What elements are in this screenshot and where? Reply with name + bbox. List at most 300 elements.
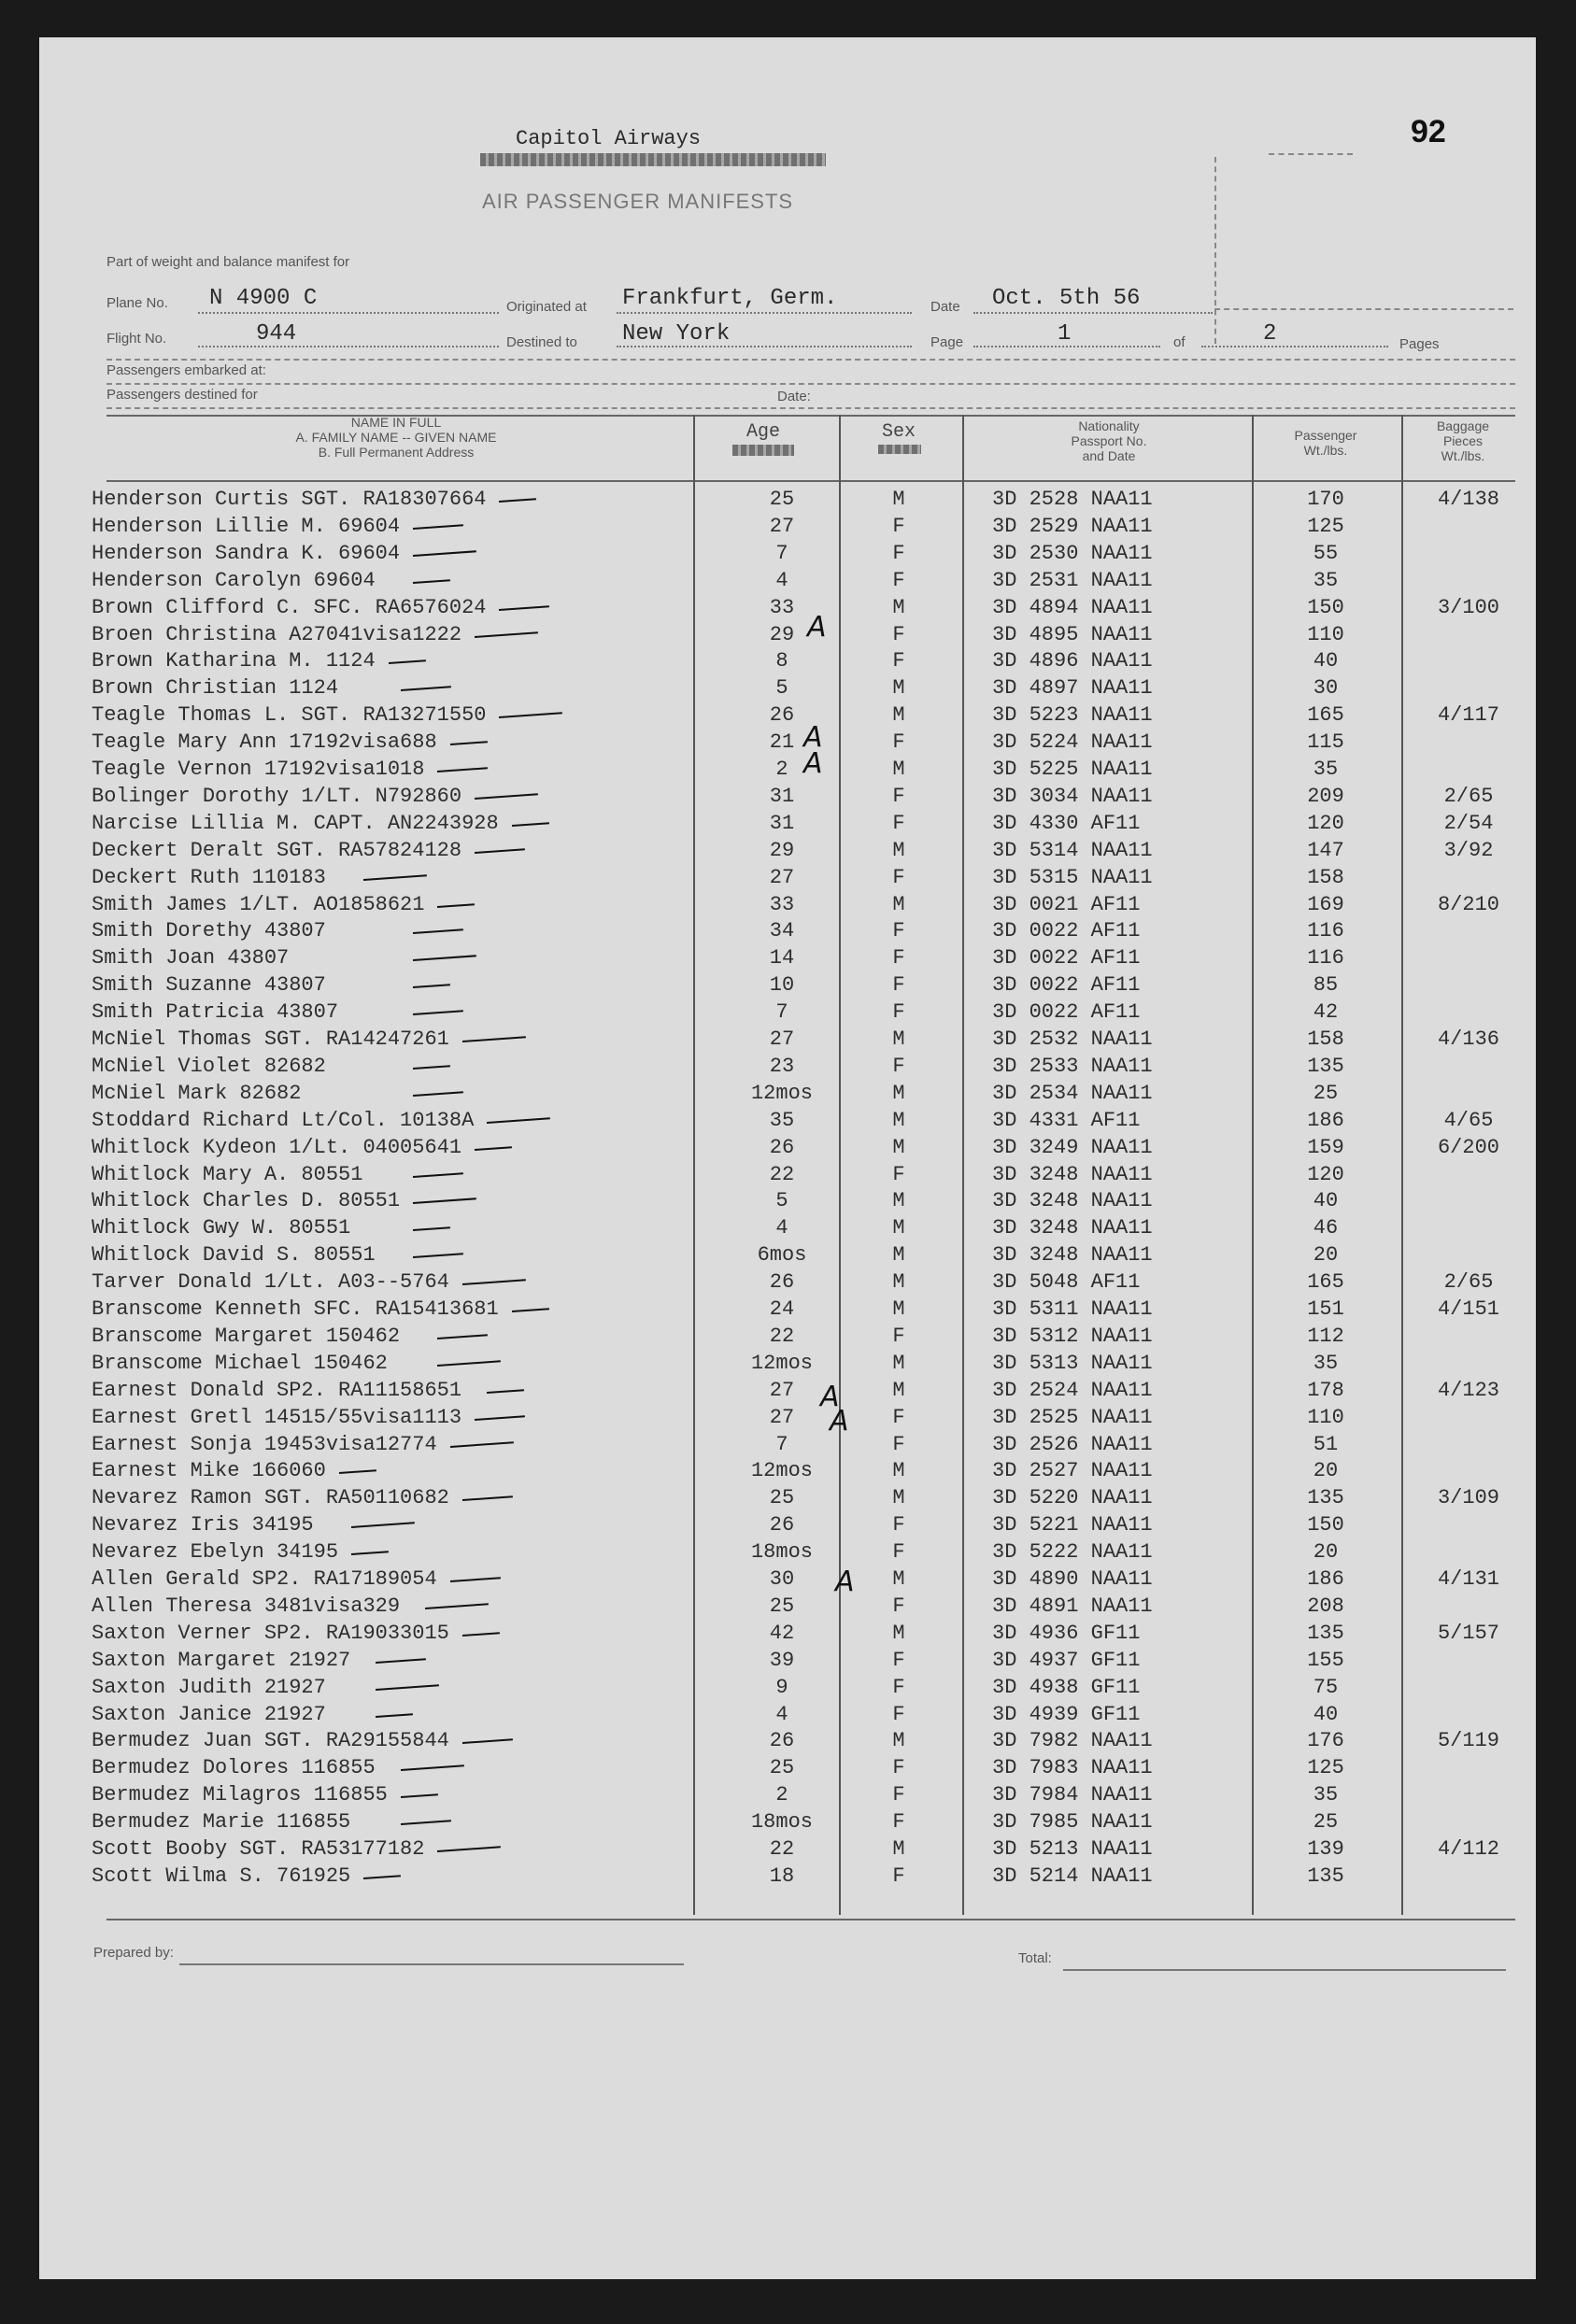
table-row	[39, 596, 1536, 623]
passenger-name: Whitlock Kydeon 1/Lt. 04005641	[92, 1135, 462, 1159]
col-header-weight-2: Wt./lbs.	[1303, 443, 1348, 458]
table-row	[39, 1837, 1536, 1864]
passport-number: 3D 5213 NAA11	[992, 1837, 1153, 1861]
handwritten-tick	[475, 793, 538, 800]
baggage: 3/109	[1437, 1486, 1499, 1510]
passenger-weight: 158	[1307, 865, 1344, 889]
table-row	[39, 1810, 1536, 1837]
passenger-name: Broen Christina A27041visa1222	[92, 622, 462, 646]
passenger-sex: F	[892, 1432, 905, 1456]
handwritten-tick	[363, 1875, 401, 1879]
table-row	[39, 1216, 1536, 1243]
table-row	[39, 1729, 1536, 1756]
destined-for-label: Passengers destined for	[106, 387, 258, 403]
passenger-name: Smith Suzanne 43807	[92, 973, 326, 998]
passenger-age: 29	[769, 838, 795, 862]
of-label: of	[1173, 334, 1186, 350]
handwritten-tick	[437, 903, 475, 908]
passenger-weight: 35	[1313, 568, 1339, 592]
handwritten-tick	[462, 1739, 513, 1745]
handwritten-tick	[351, 1522, 415, 1528]
passenger-weight: 176	[1307, 1729, 1344, 1753]
passenger-sex: M	[892, 1135, 905, 1159]
passenger-sex: M	[892, 676, 905, 701]
baggage: 4/65	[1443, 1108, 1494, 1132]
table-row	[39, 703, 1536, 730]
passenger-age: 22	[769, 1837, 795, 1861]
passport-number: 3D 7983 NAA11	[992, 1756, 1153, 1780]
passenger-name: Branscome Michael 150462	[92, 1351, 388, 1375]
passenger-age: 26	[769, 1729, 795, 1753]
handwritten-tick	[401, 1820, 451, 1825]
passenger-name: Nevarez Ebelyn 34195	[92, 1540, 339, 1565]
table-row	[39, 1756, 1536, 1783]
passenger-weight: 159	[1307, 1135, 1344, 1159]
passport-number: 3D 2530 NAA11	[992, 541, 1153, 565]
passenger-name: McNiel Thomas SGT. RA14247261	[92, 1027, 449, 1051]
passenger-weight: 150	[1307, 1513, 1344, 1538]
table-row	[39, 623, 1536, 650]
passenger-name: Earnest Sonja 19453visa12774	[92, 1432, 437, 1456]
handwritten-tick	[499, 498, 536, 503]
passenger-sex: F	[892, 1756, 905, 1780]
passport-number: 3D 3248 NAA11	[992, 1162, 1153, 1186]
col-header-baggage-2: Pieces	[1442, 433, 1484, 448]
struck-out-text	[878, 445, 921, 454]
passenger-age: 26	[769, 1513, 795, 1538]
table-header-line	[106, 480, 1515, 482]
passport-number: 3D 0022 AF11	[992, 919, 1141, 943]
passenger-age: 6mos	[757, 1243, 807, 1268]
originated-label: Originated at	[506, 299, 587, 315]
total-line	[1063, 1969, 1506, 1971]
baggage: 8/210	[1437, 892, 1499, 916]
passenger-name: Saxton Judith 21927	[92, 1675, 326, 1699]
passenger-sex: M	[892, 838, 905, 862]
handwritten-tick	[462, 1036, 526, 1042]
passenger-name: Henderson Carolyn 69604	[92, 568, 376, 592]
handwritten-tick	[462, 1279, 526, 1285]
handwritten-tick	[437, 1334, 488, 1339]
handwritten-tick	[450, 1577, 501, 1582]
table-row	[39, 1406, 1536, 1433]
passenger-weight: 25	[1313, 1810, 1339, 1835]
handwritten-tick	[376, 1658, 426, 1664]
of-value: 2	[1263, 321, 1277, 347]
passenger-age: 23	[769, 1054, 795, 1078]
table-row	[39, 1352, 1536, 1379]
passport-number: 3D 5311 NAA11	[992, 1297, 1153, 1321]
handwritten-mark: A	[807, 611, 827, 644]
table-row	[39, 1864, 1536, 1892]
passenger-sex: F	[892, 784, 905, 808]
passenger-sex: M	[892, 1621, 905, 1645]
passenger-name: Whitlock David S. 80551	[92, 1243, 376, 1268]
passport-number: 3D 5315 NAA11	[992, 865, 1153, 889]
passport-number: 3D 3249 NAA11	[992, 1135, 1153, 1159]
passport-number: 3D 0021 AF11	[992, 892, 1141, 916]
passenger-age: 31	[769, 811, 795, 835]
passport-number: 3D 5224 NAA11	[992, 730, 1153, 755]
passenger-sex: F	[892, 730, 905, 755]
passenger-age: 5	[775, 1189, 788, 1213]
handwritten-tick	[413, 579, 450, 584]
passenger-age: 33	[769, 892, 795, 916]
passenger-weight: 165	[1307, 1270, 1344, 1295]
passport-number: 3D 4937 GF11	[992, 1648, 1141, 1672]
passenger-weight: 40	[1313, 1189, 1339, 1213]
passenger-weight: 151	[1307, 1297, 1344, 1321]
table-row	[39, 1703, 1536, 1730]
passport-number: 3D 2525 NAA11	[992, 1405, 1153, 1429]
passenger-weight: 178	[1307, 1378, 1344, 1402]
table-row	[39, 1379, 1536, 1406]
handwritten-tick	[389, 660, 426, 665]
passenger-weight: 30	[1313, 676, 1339, 701]
passenger-weight: 110	[1307, 622, 1344, 646]
passenger-name: Saxton Verner SP2. RA19033015	[92, 1621, 449, 1645]
handwritten-tick	[475, 631, 538, 638]
passenger-name: Saxton Margaret 21927	[92, 1648, 351, 1672]
passenger-sex: M	[892, 1270, 905, 1295]
col-header-baggage	[1405, 418, 1521, 463]
date-label: Date	[930, 299, 960, 315]
table-row	[39, 1297, 1536, 1325]
passenger-age: 26	[769, 1135, 795, 1159]
passenger-name: Deckert Deralt SGT. RA57824128	[92, 838, 462, 862]
passenger-age: 27	[769, 1405, 795, 1429]
passport-number: 3D 0022 AF11	[992, 1000, 1141, 1025]
col-header-passport-2: Passport No.	[1071, 433, 1147, 448]
subtitle: Part of weight and balance manifest for	[106, 254, 350, 270]
passenger-sex: F	[892, 649, 905, 673]
passenger-weight: 35	[1313, 1351, 1339, 1375]
flight-no-line	[198, 346, 499, 347]
table-row	[39, 946, 1536, 973]
passenger-weight: 120	[1307, 1162, 1344, 1186]
table-row	[39, 1649, 1536, 1676]
page-line	[973, 346, 1160, 347]
baggage: 5/157	[1437, 1621, 1499, 1645]
passenger-weight: 116	[1307, 946, 1344, 971]
passenger-weight: 75	[1313, 1675, 1339, 1699]
handwritten-tick	[462, 1496, 513, 1502]
dash-mark	[1269, 153, 1353, 155]
prepared-by-line	[179, 1963, 684, 1965]
passenger-sex: M	[892, 1459, 905, 1483]
handwritten-tick	[413, 1227, 450, 1232]
passenger-weight: 40	[1313, 649, 1339, 673]
handwritten-tick	[475, 1415, 525, 1421]
table-row	[39, 1163, 1536, 1190]
passport-number: 3D 5312 NAA11	[992, 1324, 1153, 1348]
handwritten-tick	[437, 1360, 501, 1367]
passenger-name: Teagle Mary Ann 17192visa688	[92, 730, 437, 755]
baggage: 2/65	[1443, 784, 1494, 808]
handwritten-tick	[401, 1793, 438, 1798]
handwritten-tick	[413, 1065, 450, 1070]
passenger-name: Bermudez Dolores 116855	[92, 1756, 376, 1780]
passport-number: 3D 4936 GF11	[992, 1621, 1141, 1645]
table-row	[39, 812, 1536, 839]
passenger-name: Allen Gerald SP2. RA17189054	[92, 1567, 437, 1591]
passenger-age: 7	[775, 1000, 788, 1025]
passenger-sex: M	[892, 1486, 905, 1510]
passenger-age: 9	[775, 1675, 788, 1699]
passenger-name: Henderson Lillie M. 69604	[92, 514, 401, 538]
passport-number: 3D 4890 NAA11	[992, 1567, 1153, 1591]
col-header-passport-3: and Date	[1082, 448, 1136, 463]
passport-number: 3D 4331 AF11	[992, 1108, 1141, 1132]
handwritten-tick	[413, 1010, 463, 1015]
passenger-weight: 135	[1307, 1054, 1344, 1078]
handwritten-mark: A	[820, 1381, 840, 1413]
col-header-name	[106, 415, 686, 460]
passenger-weight: 120	[1307, 811, 1344, 835]
handwritten-tick	[499, 605, 549, 611]
passenger-weight: 135	[1307, 1486, 1344, 1510]
passenger-weight: 125	[1307, 514, 1344, 538]
passenger-age: 12mos	[750, 1459, 813, 1483]
table-row	[39, 515, 1536, 542]
divider	[106, 359, 1515, 361]
passenger-name: Smith Dorethy 43807	[92, 919, 326, 943]
handwritten-tick	[413, 929, 463, 935]
col-header-weight-1: Passenger	[1294, 428, 1357, 443]
passenger-age: 2	[775, 1783, 788, 1807]
pages-label: Pages	[1399, 336, 1440, 352]
passenger-weight: 20	[1313, 1540, 1339, 1565]
passenger-name: Nevarez Ramon SGT. RA50110682	[92, 1486, 449, 1510]
handwritten-mark: A	[835, 1566, 855, 1598]
col-header-sex: Sex	[881, 421, 916, 443]
passenger-age: 31	[769, 784, 795, 808]
passenger-age: 10	[769, 973, 795, 998]
handwritten-tick	[499, 712, 562, 718]
passenger-name: McNiel Mark 82682	[92, 1081, 302, 1105]
passenger-sex: F	[892, 514, 905, 538]
passenger-sex: F	[892, 865, 905, 889]
baggage: 4/136	[1437, 1027, 1499, 1051]
table-row	[39, 1325, 1536, 1352]
passenger-age: 34	[769, 919, 795, 943]
passport-number: 3D 0022 AF11	[992, 946, 1141, 971]
plane-no-value: N 4900 C	[209, 286, 318, 311]
passport-number: 3D 7982 NAA11	[992, 1729, 1153, 1753]
passenger-name: Whitlock Charles D. 80551	[92, 1189, 401, 1213]
passenger-age: 27	[769, 514, 795, 538]
passenger-age: 4	[775, 1702, 788, 1726]
passport-number: 3D 4897 NAA11	[992, 676, 1153, 701]
handwritten-tick	[413, 1091, 463, 1097]
passenger-weight: 169	[1307, 892, 1344, 916]
table-row	[39, 1567, 1536, 1594]
passenger-age: 4	[775, 1216, 788, 1240]
passenger-weight: 110	[1307, 1405, 1344, 1429]
baggage: 2/54	[1443, 811, 1494, 835]
baggage: 5/119	[1437, 1729, 1499, 1753]
passport-number: 3D 4895 NAA11	[992, 622, 1153, 646]
originated-line	[617, 312, 912, 314]
passenger-weight: 112	[1307, 1324, 1344, 1348]
passport-number: 3D 4891 NAA11	[992, 1594, 1153, 1618]
passenger-sex: F	[892, 973, 905, 998]
passenger-weight: 20	[1313, 1459, 1339, 1483]
passenger-name: Teagle Vernon 17192visa1018	[92, 758, 425, 781]
destined-label: Destined to	[506, 334, 577, 350]
passenger-name: Smith Patricia 43807	[92, 1000, 339, 1025]
passenger-weight: 150	[1307, 595, 1344, 619]
handwritten-tick	[512, 822, 549, 827]
passenger-age: 4	[775, 568, 788, 592]
handwritten-tick	[413, 956, 476, 962]
passenger-weight: 115	[1307, 730, 1344, 755]
passenger-name: Bermudez Marie 116855	[92, 1810, 351, 1835]
col-header-name-2: A. FAMILY NAME -- GIVEN NAME	[295, 430, 497, 445]
table-row	[39, 1433, 1536, 1460]
passenger-name: Brown Katharina M. 1124	[92, 649, 376, 673]
passenger-age: 14	[769, 946, 795, 971]
baggage: 2/65	[1443, 1270, 1494, 1295]
passenger-weight: 42	[1313, 1000, 1339, 1025]
passenger-weight: 186	[1307, 1108, 1344, 1132]
col-header-baggage-1: Baggage	[1436, 418, 1490, 433]
plane-no-line	[198, 312, 499, 314]
passenger-age: 18mos	[750, 1810, 813, 1835]
company-name: Capitol Airways	[516, 127, 702, 150]
passport-number: 3D 4330 AF11	[992, 811, 1141, 835]
struck-out-text	[732, 445, 794, 456]
table-row	[39, 1594, 1536, 1622]
passenger-weight: 186	[1307, 1567, 1344, 1591]
table-row	[39, 730, 1536, 758]
passport-number: 3D 4939 GF11	[992, 1702, 1141, 1726]
table-row	[39, 866, 1536, 893]
passport-number: 3D 2529 NAA11	[992, 514, 1153, 538]
passenger-weight: 51	[1313, 1432, 1339, 1456]
handwritten-tick	[413, 550, 476, 557]
table-row	[39, 1459, 1536, 1486]
passport-number: 3D 3248 NAA11	[992, 1216, 1153, 1240]
passenger-sex: F	[892, 541, 905, 565]
page-label: Page	[930, 334, 964, 350]
table-row	[39, 1189, 1536, 1216]
passenger-sex: F	[892, 1540, 905, 1565]
passenger-sex: F	[892, 568, 905, 592]
passenger-age: 39	[769, 1648, 795, 1672]
passenger-sex: M	[892, 703, 905, 728]
passenger-age: 7	[775, 541, 788, 565]
passenger-weight: 135	[1307, 1863, 1344, 1888]
passenger-sex: F	[892, 1863, 905, 1888]
table-row	[39, 1513, 1536, 1540]
table-row	[39, 1783, 1536, 1810]
table-row	[39, 1540, 1536, 1567]
handwritten-tick	[437, 1846, 501, 1852]
passenger-weight: 55	[1313, 541, 1339, 565]
handwritten-mark: A	[803, 747, 823, 780]
passenger-name: Whitlock Gwy W. 80551	[92, 1216, 351, 1240]
handwritten-tick	[401, 687, 451, 692]
passport-number: 3D 5220 NAA11	[992, 1486, 1153, 1510]
table-row	[39, 758, 1536, 785]
passenger-age: 27	[769, 1378, 795, 1402]
passenger-age: 27	[769, 865, 795, 889]
destined-line	[617, 346, 912, 347]
manifest-sheet	[39, 37, 1536, 2279]
passenger-age: 33	[769, 595, 795, 619]
passenger-name: Narcise Lillia M. CAPT. AN2243928	[92, 811, 499, 835]
table-row	[39, 1622, 1536, 1649]
destined-value: New York	[622, 321, 731, 347]
passenger-sex: M	[892, 488, 905, 511]
passenger-age: 12mos	[750, 1351, 813, 1375]
passenger-name: Nevarez Iris 34195	[92, 1513, 314, 1538]
table-row	[39, 785, 1536, 812]
baggage: 3/92	[1443, 838, 1494, 862]
table-row	[39, 1136, 1536, 1163]
passenger-name: Tarver Donald 1/Lt. A03--5764	[92, 1270, 449, 1295]
table-row	[39, 569, 1536, 596]
baggage: 4/123	[1437, 1378, 1499, 1402]
passenger-name: Scott Wilma S. 761925	[92, 1863, 351, 1888]
table-row	[39, 542, 1536, 569]
passenger-age: 2	[775, 758, 788, 781]
passenger-age: 30	[769, 1567, 795, 1591]
passenger-sex: M	[892, 1729, 905, 1753]
passport-number: 3D 2531 NAA11	[992, 568, 1153, 592]
divider	[106, 383, 1515, 385]
handwritten-tick	[413, 1172, 463, 1178]
passenger-age: 5	[775, 676, 788, 701]
divider	[106, 407, 1515, 409]
passenger-sex: M	[892, 1378, 905, 1402]
passenger-name: Smith James 1/LT. AO1858621	[92, 892, 425, 916]
table-row	[39, 1109, 1536, 1136]
passport-number: 3D 5214 NAA11	[992, 1863, 1153, 1888]
passenger-sex: M	[892, 758, 905, 781]
passenger-name: Brown Clifford C. SFC. RA6576024	[92, 595, 487, 619]
passenger-name: Allen Theresa 3481visa329	[92, 1594, 401, 1618]
of-line	[1201, 346, 1388, 347]
passenger-sex: F	[892, 1054, 905, 1078]
passenger-age: 24	[769, 1297, 795, 1321]
col-header-weight	[1256, 428, 1396, 458]
handwritten-tick	[450, 741, 488, 745]
passenger-name: McNiel Violet 82682	[92, 1054, 326, 1078]
passenger-sex: F	[892, 1648, 905, 1672]
handwritten-tick	[437, 767, 488, 772]
passenger-age: 21	[769, 730, 795, 755]
passenger-weight: 165	[1307, 703, 1344, 728]
passenger-age: 22	[769, 1162, 795, 1186]
passenger-age: 25	[769, 1756, 795, 1780]
passenger-sex: M	[892, 1108, 905, 1132]
passenger-age: 12mos	[750, 1081, 813, 1105]
flight-no-value: 944	[256, 321, 297, 347]
passenger-sex: F	[892, 1513, 905, 1538]
passport-number: 3D 7985 NAA11	[992, 1810, 1153, 1835]
passport-number: 3D 2532 NAA11	[992, 1027, 1153, 1051]
passenger-name: Bermudez Juan SGT. RA29155844	[92, 1729, 449, 1753]
passenger-weight: 209	[1307, 784, 1344, 808]
table-row	[39, 1270, 1536, 1297]
col-header-age: Age	[745, 421, 780, 443]
passenger-weight: 35	[1313, 1783, 1339, 1807]
passport-number: 3D 3034 NAA11	[992, 784, 1153, 808]
col-header-baggage-3: Wt./lbs.	[1441, 448, 1485, 463]
baggage: 4/112	[1437, 1837, 1499, 1861]
